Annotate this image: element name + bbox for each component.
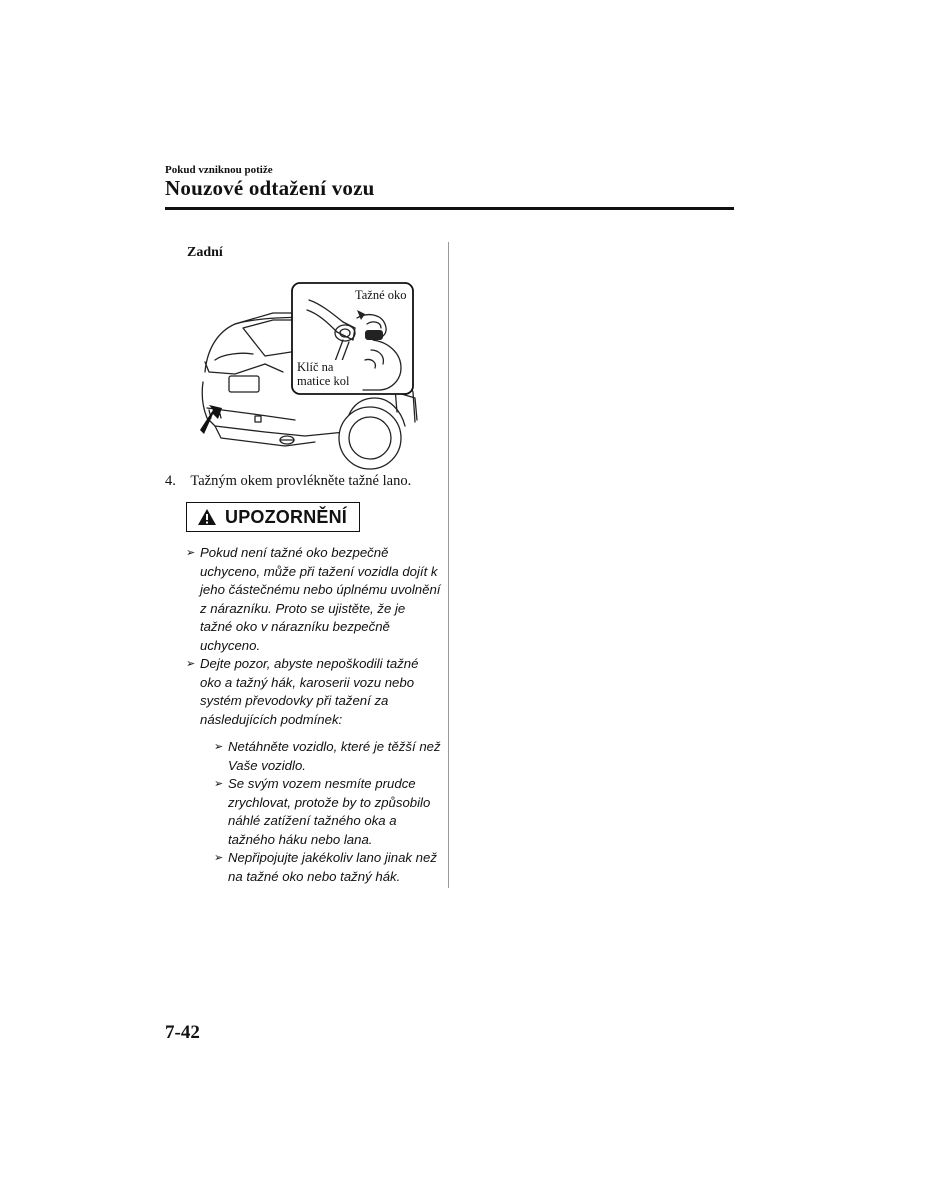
bullet-arrow-icon: ➢ bbox=[214, 852, 224, 864]
warning-sublist bbox=[200, 738, 441, 886]
warning-subitem-text: Nepřipojujte jakékoliv lano jinak než na tažné oko nebo tažný hák. bbox=[228, 850, 437, 884]
step-number: 4. bbox=[165, 473, 176, 489]
warning-item-text: Dejte pozor, abyste nepoškodili tažné oko a tažný hák, karoserii vozu nebo systém převodovky při tažení za následujících podmínek: bbox=[200, 656, 419, 727]
callout-wrench-line1: Klíč na bbox=[297, 360, 334, 374]
warning-triangle-icon bbox=[197, 508, 217, 526]
warning-item bbox=[186, 544, 441, 655]
warning-subitem-text: Netáhněte vozidlo, které je těžší než Vaše vozidlo. bbox=[228, 739, 441, 773]
warning-label: UPOZORNĚNÍ bbox=[225, 506, 348, 527]
title-rule bbox=[165, 207, 734, 210]
callout-wrench-line2: matice kol bbox=[297, 374, 350, 388]
warning-item-text: Pokud není tažné oko bezpečně uchyceno, může při tažení vozidla dojít k jeho částečnému nebo úplnému uvolnění z nárazníku. Proto se ujistěte, že je tažné oko v nárazníku bezpečně uchyceno. bbox=[200, 545, 441, 653]
bullet-arrow-icon: ➢ bbox=[186, 547, 196, 559]
warning-subitem bbox=[214, 849, 441, 886]
warning-subitem-text: Se svým vozem nesmíte prudce zrychlovat, protože by to způsobilo náhlé zatížení tažného oka a tažného háku nebo lana. bbox=[228, 776, 431, 847]
warning-subitem bbox=[214, 775, 441, 849]
bullet-arrow-icon: ➢ bbox=[186, 658, 196, 670]
section-label: Pokud vzniknou potiže bbox=[165, 164, 273, 176]
step-4 bbox=[165, 473, 411, 490]
callout-wrench bbox=[297, 360, 349, 388]
page-number: 7-42 bbox=[165, 1022, 200, 1043]
column-divider bbox=[448, 242, 449, 888]
warning-subitem bbox=[214, 738, 441, 775]
rear-towing-illustration bbox=[195, 280, 420, 470]
figure-label: Zadní bbox=[187, 245, 223, 260]
warning-badge bbox=[186, 502, 360, 532]
step-text: Tažným okem provlékněte tažné lano. bbox=[190, 473, 412, 489]
page-title: Nouzové odtažení vozu bbox=[165, 176, 375, 200]
bullet-arrow-icon: ➢ bbox=[214, 778, 224, 790]
callout-tow-eye: Tažné oko bbox=[355, 288, 407, 302]
bullet-arrow-icon: ➢ bbox=[214, 741, 224, 753]
warning-item bbox=[186, 655, 441, 886]
warning-list bbox=[186, 544, 441, 886]
